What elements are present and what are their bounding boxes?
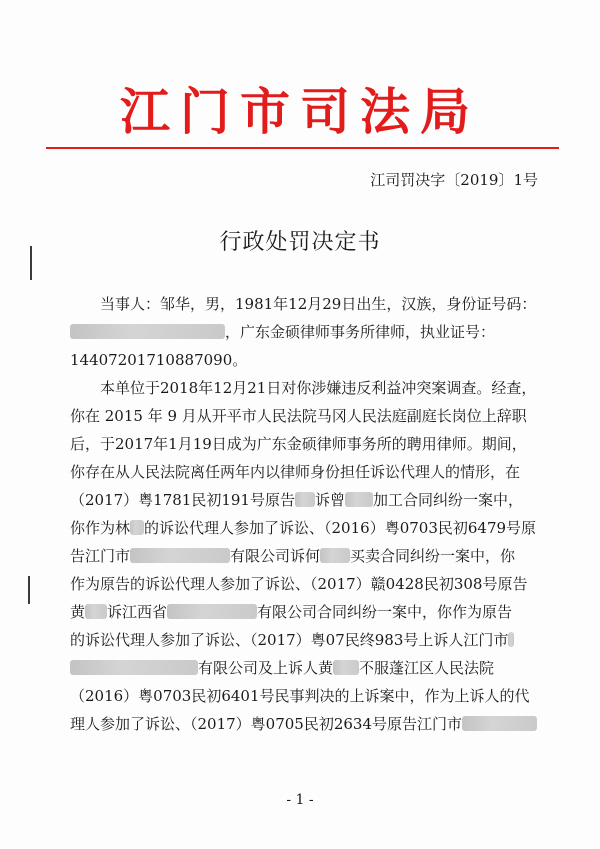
red-header-rule <box>46 147 559 149</box>
redaction <box>320 548 350 563</box>
body-line: 你在 2015 年 9 月从开平市人民法院马冈人民法庭副庭长岗位上辞职 <box>70 407 527 425</box>
body-line: 后，于2017年1月19日成为广东金硕律师事务所的聘用律师。期间， <box>70 435 527 453</box>
binder-mark-bottom <box>28 576 30 604</box>
body-line: 黄 诉江西省 有限公司合同纠纷一案中，你作为原告 <box>70 603 513 621</box>
body-line: 有限公司及上诉人黄 不服蓬江区人民法院 <box>70 654 540 682</box>
body-line: 作为原告的诉讼代理人参加了诉讼、（2017）赣0428民初308号原告 <box>70 575 528 593</box>
body-line: ，广东金硕律师事务所律师，执业证号： <box>70 318 540 346</box>
redaction <box>85 604 107 619</box>
body-line: 你作为林 的诉讼代理人参加了诉讼、（2016）粤0703民初6479号原 <box>70 519 537 537</box>
body-line: 当事人：邹华，男，1981年12月29日出生，汉族，身份证号码： <box>100 295 537 313</box>
document-title: 行政处罚决定书 <box>219 230 381 255</box>
redaction <box>130 548 230 563</box>
redaction <box>167 604 257 619</box>
body-line: 本单位于2018年12月21日对你涉嫌违反利益冲突案调查。经查， <box>100 379 537 397</box>
binder-mark-top <box>30 246 32 280</box>
redaction <box>462 716 537 731</box>
page-number: - 1 - <box>286 792 314 808</box>
agency-header: 江门市司法局 <box>120 82 480 141</box>
body-line: 你存在从人民法院离任两年内以律师身份担任诉讼代理人的情形，在 <box>70 463 521 481</box>
body-line: 14407201710887090。 <box>70 351 248 369</box>
body-line: 理人参加了诉讼、（2017）粤0705民初2634号原告江门市 <box>70 710 540 738</box>
redaction <box>295 492 315 507</box>
body-line: （2016）粤0703民初6401号民事判决的上诉案中，作为上诉人的代 <box>70 687 530 705</box>
redaction <box>508 632 514 647</box>
body-line: 告江门市 有限公司诉何 买卖合同纠纷一案中，你 <box>70 547 516 565</box>
document-number: 江司罚决字〔2019〕1号 <box>370 171 538 189</box>
redaction-id-number <box>70 324 225 339</box>
redaction <box>333 660 359 675</box>
body-line: （2017）粤1781民初191号原告 诉曾 加工合同纠纷一案中， <box>70 491 524 509</box>
body-line: 的诉讼代理人参加了诉讼、（2017）粤07民终983号上诉人江门市 <box>70 626 540 654</box>
redaction <box>130 520 144 535</box>
document-body <box>70 290 540 738</box>
redaction <box>70 660 198 675</box>
redaction <box>345 492 373 507</box>
